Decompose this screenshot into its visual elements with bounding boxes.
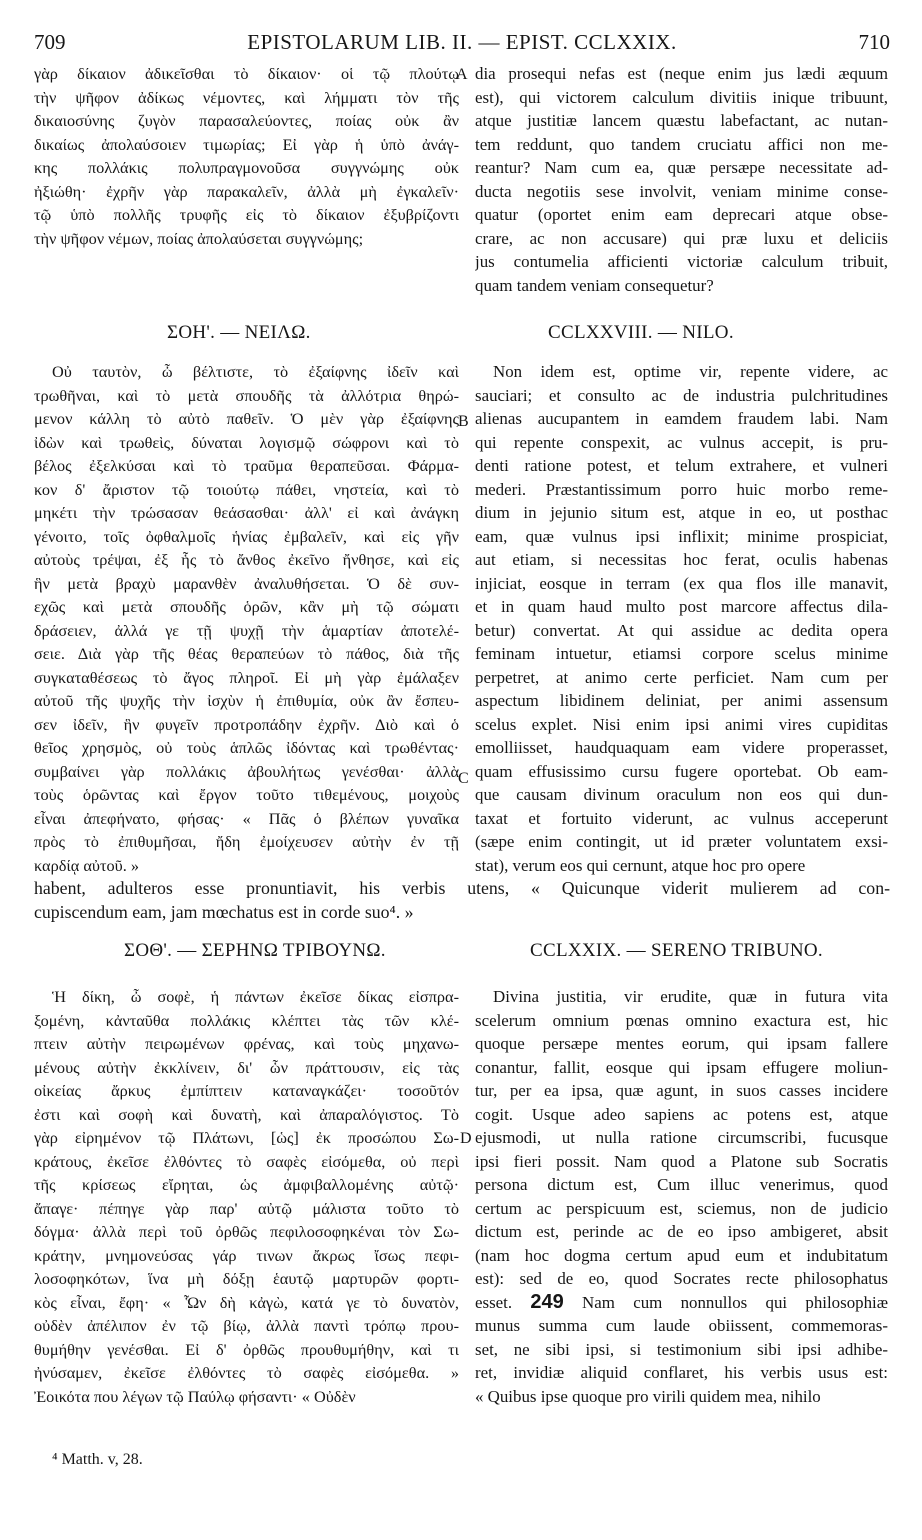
text-line: πρὸς τὸ ἐπιθυμῆσαι, ἤδη ἐμοίχευσεν αὐτὴν ἐν τῇ [34,832,459,851]
text-line: (sæpe enim contingit, ut id præter voluntatem exsi- [475,832,888,851]
page-number-left: 709 [34,30,66,54]
text-line: sauciari; et consulto ac de industria pulchritudines [475,385,888,405]
text-line: Οὐ ταυτὸν, ὦ βέλτιστε, τὸ ἐξαίφνης ἰδεῖν καὶ [52,362,459,381]
text-line: tur, per ea ipsa, quæ agunt, in suos casses incidere [475,1081,888,1100]
text-line: ἰδὼν καὶ τρωθεὶς, δύναται λογισμῷ σώφρονι καὶ τὸ [34,432,459,452]
text-line: κράτην, μνημονεύσας γάρ τινων ἄκρως ἴσως πεφι- [34,1245,459,1265]
text-line: ejusmodi, ut nulla ratione circumscribi, fucusque [475,1128,888,1147]
text-line: κον δ' ἄριστον τῷ τοιούτῳ πάθει, νηστεία, καὶ τὸ [34,479,459,499]
text-line: αὐτοὺς τρέψαι, ἐξ ἧς τὸ ἄνθος ἐκεῖνο ἤνθησε, καὶ εἰς [34,550,459,569]
text-line: βέλος ἐξελκύσαι καὶ τὸ τραῦμα θεραπεῦσαι. Φάρμα- [34,456,459,475]
text-line: est), qui victorem calculum divitiis inique tribuunt, [475,87,888,107]
text-line: ἣν μετὰ βραχὺ μαρανθὲν ἀναλυθήσεται. Ὁ δὲ συν- [34,573,459,593]
text-line: crare, ac non accusare) qui præ luxu et deliciis [475,228,888,248]
text-line: ἄπαγε· πέπηγε γὰρ παρ' αὐτῷ μάλιστα τοῦτο τὸ [34,1198,459,1218]
text-line: eam, quæ vulnus ipsi inflixit; minime prospiciat, [475,526,888,546]
text-line: dium in jejunio situm est, atque in eo, ut posthac [475,503,888,522]
text-line: dictum est, perinde ac de eo ipso ambigeret, absit [475,1222,888,1241]
text-line: γένοιτο, τοῖς ὀφθαλμοῖς ἡνίας ἐμβαλεῖν, καὶ εἰς γῆν [34,526,459,546]
text-line: τῆς κρίσεως εἴρηται, ὡς ἀμφιβαλλομένης αὐτῷ· [34,1175,459,1194]
text-line: τὴν ψῆφον ἀδίκως νέμοντες, καὶ λήμματι τὸν τῆς [34,87,459,107]
page-number-right: 710 [858,30,890,54]
text-line: aspectum libidinem deliniat, per animi assensum [475,691,888,710]
text-line: μηκέτι τὴν τρώσασαν θεάσασθαι· ἀλλ' εἰ καὶ ἀνάγκη [34,503,459,522]
text-line: Non idem est, optime vir, repente videre, ac [493,362,888,381]
text-line: esset. 249 Nam cum nonnullos qui philosophiæ [475,1290,888,1313]
text-line: alienas aucupantem in eamdem fraudem labi. Nam [475,409,888,428]
text-line: συμβαίνει γὰρ πολλάκις ἀβουλήτως γενέσθαι· ἀλλὰ [34,761,459,781]
latin-heading-letter-279: CCLXXIX. — SERENO TRIBUNO. [530,940,823,961]
text-line: jus contumelia afficienti victoriæ calculum tribuit, [475,252,888,271]
text-line: set, ne sibi ipsi, si testimonium sibi ipsi adhibe- [475,1339,888,1359]
text-line: δόγμα· ἀλλὰ περὶ τοῦ ὀρθῶς πεφιλοσοφηκέναι τὸν Σω- [34,1222,459,1241]
text-line: σειε. Διὰ γὰρ τῆς θέας θεραπεύων τὸ πάθος, διὰ τῆς [34,644,459,663]
latin-column-continuation [475,62,888,297]
text-line: stat), verum eos qui cernunt, atque hoc pro opere [475,855,806,875]
greek-column-letter-279 [34,985,459,1408]
greek-heading-letter-279: ΣΟΘ'. — ΣΕΡΗΝΩ ΤΡΙΒΟΥΝΩ. [124,940,386,961]
text-line: taxat et fortuito viderunt, ac vulnus acceperunt [475,808,888,828]
text-line: εἶναι ἀπεφήνατο, φήσας· « Πᾶς ὁ βλέπων γυναῖκα [34,808,459,828]
text-line: δικαιοσύνης ζυγὸν παρασαλεύοντες, ποίας οὐκ ἂν [34,111,459,130]
text-line: et in quam haud multo post marcore affectus dila- [475,597,888,616]
text-line: conantur, fallit, eosque qui ipsam effugere moliun- [475,1057,888,1077]
running-header [34,30,890,58]
text-line: certum ac perspicuum est, sciemus, non de judicio [475,1198,888,1218]
text-line: ἐστι καὶ σοφὴ καὶ δυνατὴ, καὶ ἀπαραλόγιστος. Τὸ [34,1104,459,1124]
text-line: δικαίως ἀπολαύσοιεν τιμωρίας; Εἰ γὰρ ἡ ὑπὸ ἀνάγ- [34,134,459,154]
text-line: καρδίᾳ αὐτοῦ. » [34,855,139,875]
latin-heading-letter-278: CCLXXVIII. — NILO. [548,322,734,343]
running-head-title: EPISTOLARUM LIB. II. — EPIST. CCLXXIX. [247,30,677,54]
text-line: μενον κάλλη τὸ αὐτὸ παθεῖν. Ὁ μὲν γὰρ ἐξαίφνης [34,409,459,428]
text-line: quoque persæpe mentes eorum, qui ipsam fallere [475,1034,888,1053]
text-line: Ἐοικότα που λέγων τῷ Παύλῳ φήσαντι· « Οὐδὲν [34,1386,356,1406]
text-line: betur) convertat. At qui assidue ac dedita opera [475,620,888,640]
text-line: cupiscendum eam, jam mœchatus est in corde suo⁴. » [34,901,414,922]
text-line: γὰρ εἰρημένον τῷ Πλάτωνι, [ὡς] ἐκ προσώπου Σω- [34,1128,459,1147]
column-number-marker: 249 [530,1290,564,1313]
text-line: injiciat, eosque in terram (ex qua flos ille manavit, [475,573,888,593]
text-line: habent, adulteros esse pronuntiavit, his verbis utens, « Quicunque viderit mulierem ad con- [34,878,890,898]
margin-letter-b: B [458,413,469,430]
text-line: qui repente conspexit, ac vulnus accepit, is pru- [475,432,888,452]
text-line: εχῶς καὶ μετὰ σπουδῆς ὁρῶν, κἂν μὴ τῷ σώματι [34,597,459,616]
text-line: tem reddunt, quo tandem cruciatu affici non me- [475,134,888,154]
text-line: denti ratione potest, et telum extrahere, et vulneri [475,456,888,475]
margin-letter-d: D [460,1130,472,1147]
text-line: quam tandem veniam consequetur? [475,275,714,295]
latin-column-letter-278 [475,360,888,877]
text-line: quatur (oportet enim eam deprecari atque obse- [475,205,888,224]
text-line: θεῖος χρησμὸς, οὐ τοὺς ἁπλῶς ἰδόντας καὶ τρωθέντας· [34,738,459,757]
text-line: γὰρ δίκαιον ἀδικεῖσθαι τὸ δίκαιον· οἱ τῷ πλούτῳ [34,64,459,83]
text-line: est): sed de eo, quod Socrates recte philosophatus [475,1269,888,1288]
text-line: ret, invidiæ aliquid conflaret, his verbis usus est: [475,1363,888,1382]
text-line: aut etiam, si necessitas hoc ferat, oculis habenas [475,550,888,569]
text-line: Ἡ δίκη, ὦ σοφὲ, ἡ πάντων ἐκεῖσε δίκας εἰσπρα- [52,987,459,1006]
text-line: scelus explet. Nisi enim ipsi animi vires cupiditas [475,714,888,734]
text-line: αὐτοῦ τῆς ψυχῆς τὴν ἰσχὺν ἡ ἐπιθυμία, οὐκ ἂν ἔσπευ- [34,691,459,710]
text-line: persona dictum est, Cum illuc venerimus, quod [475,1175,888,1194]
margin-letter-a: A [456,66,468,83]
text-line: κὸς εἶναι, ἔφη· « Ὧν δὴ κἀγὼ, κατά γε τὸ δυνατὸν, [34,1292,459,1312]
text-line: κράτους, ἐκεῖσε ἐλθόντες τὸ σαφὲς εἰσόμεθα, οὐ περὶ [34,1151,459,1171]
text-line: σεν ἰδεῖν, ἣν φυγεῖν προτροπάδην ἐχρῆν. Διὸ καὶ ὁ [34,714,459,734]
text-line: « Quibus ipse quoque pro virili quidem mea, nihilo [475,1386,821,1406]
text-line: τῷ ὑπὸ πολλῆς τρυφῆς εἰς τὸ δίκαιον ἐξυβρίζοντι [34,205,459,224]
text-line: μένους αὐτὴν ἐκκλίνειν, δι' ὧν πράττουσιν, εἰς τὰς [34,1057,459,1077]
margin-letter-c: C [458,770,469,787]
text-line: emolliisset, haudquaquam eam videre properasset, [475,738,888,757]
greek-heading-letter-278: ΣΟΗ'. — ΝΕΙΛΩ. [167,322,311,343]
text-line: dia prosequi nefas est (neque enim jus lædi æquum [475,64,888,83]
greek-column-letter-278 [34,360,459,877]
text-line: δράσειεν, ἀλλά γε τῇ ψυχῇ τὴν ἁμαρτίαν ἀποτελέ- [34,620,459,640]
text-line: ἠνύσαμεν, ἐκεῖσε ἐλθόντες τὸ σαφὲς εἰσόμεθα. » [34,1363,459,1382]
text-line: feminam intuetur, etiamsi corpore scelus minime [475,644,888,663]
text-line: ducta negotiis sese involvit, veniam minime conse- [475,181,888,201]
text-line: perpetret, at animo certe perficiet. Nam cum per [475,667,888,687]
full-width-closing-lines [34,877,890,924]
text-line: τρωθῆναι, καὶ τὸ μετὰ σπουδῆς τὰ ἀλλότρια θηρώ- [34,385,459,405]
text-line: atque justitiæ lancem quæstu labefactant, ac nutan- [475,111,888,130]
text-line: reantur? Nam cum ea, quæ persæpe necessitate ad- [475,158,888,177]
text-line: κης πολλάκις πολυπραγμονοῦσα συγγνώμης οὐκ [34,158,459,177]
text-line: ipsi fieri possit. Nam quod a Platone sub Socratis [475,1151,888,1171]
text-line: Divina justitia, vir erudite, quæ in futura vita [493,987,888,1006]
text-line: θυμήθην γενέσθαι. Εἰ δ' ὀρθῶς προυθυμήθην, καὶ τι [34,1339,459,1359]
text-line: cogit. Usque adeo sapiens ac potens est, atque [475,1104,888,1124]
text-line: scelerum omnium pœnas omnino exactura est, hic [475,1010,888,1030]
footnote: ⁴ Matth. v, 28. [52,1451,143,1468]
text-line: mederi. Præstantissimum porro huic morbo reme- [475,479,888,499]
text-line: τοὺς ὁρῶντας καὶ ἔργον τοῦτο τιθεμένους, μοιχοὺς [34,785,459,804]
text-line: ξομένη, κἀνταῦθα πολλάκις κλέπτει τὰς τῶν κλέ- [34,1010,459,1030]
text-line: οἰκείας ἄρκυς ἐμπίπτειν καταναγκάζει· τοσοῦτόν [34,1081,459,1100]
text-line: (nam hoc dogma certum apud eum et indubitatum [475,1245,888,1265]
text-line: οὐδὲν ἀπέλιπον ἐν τῷ βίῳ, ἀλλὰ παντὶ τρόπῳ πρου- [34,1316,459,1335]
text-line: munus summa cum laude obiissent, commemoras- [475,1316,888,1335]
text-line: συγκαταθέσεως τὸ ἄγος πληροῖ. Εἰ μὴ γὰρ ἐμάλαξεν [34,667,459,687]
text-line: ἠξιώθη· ἐχρῆν γὰρ παρακαλεῖν, ἀλλὰ μὴ ἐγκαλεῖν· [34,181,459,201]
latin-column-letter-279 [475,985,888,1408]
text-line: τὴν ψῆφον νέμων, ποίας ἀπολαύσεται συγγνώμης; [34,228,364,248]
text-line: que causam divinum oraculum non eos qui dun- [475,785,888,804]
greek-column-continuation [34,62,459,250]
text-line: λοσοφηκότων, ἵνα μὴ δόξῃ ἑαυτῷ μαρτυρῶν φορτι- [34,1269,459,1288]
text-line: πτειν αὐτὴν πειρωμένων φρένας, καὶ τοὺς μηχανω- [34,1034,459,1053]
text-line: quam effusissimo cursu fugere oportebat. Ob eam- [475,761,888,781]
